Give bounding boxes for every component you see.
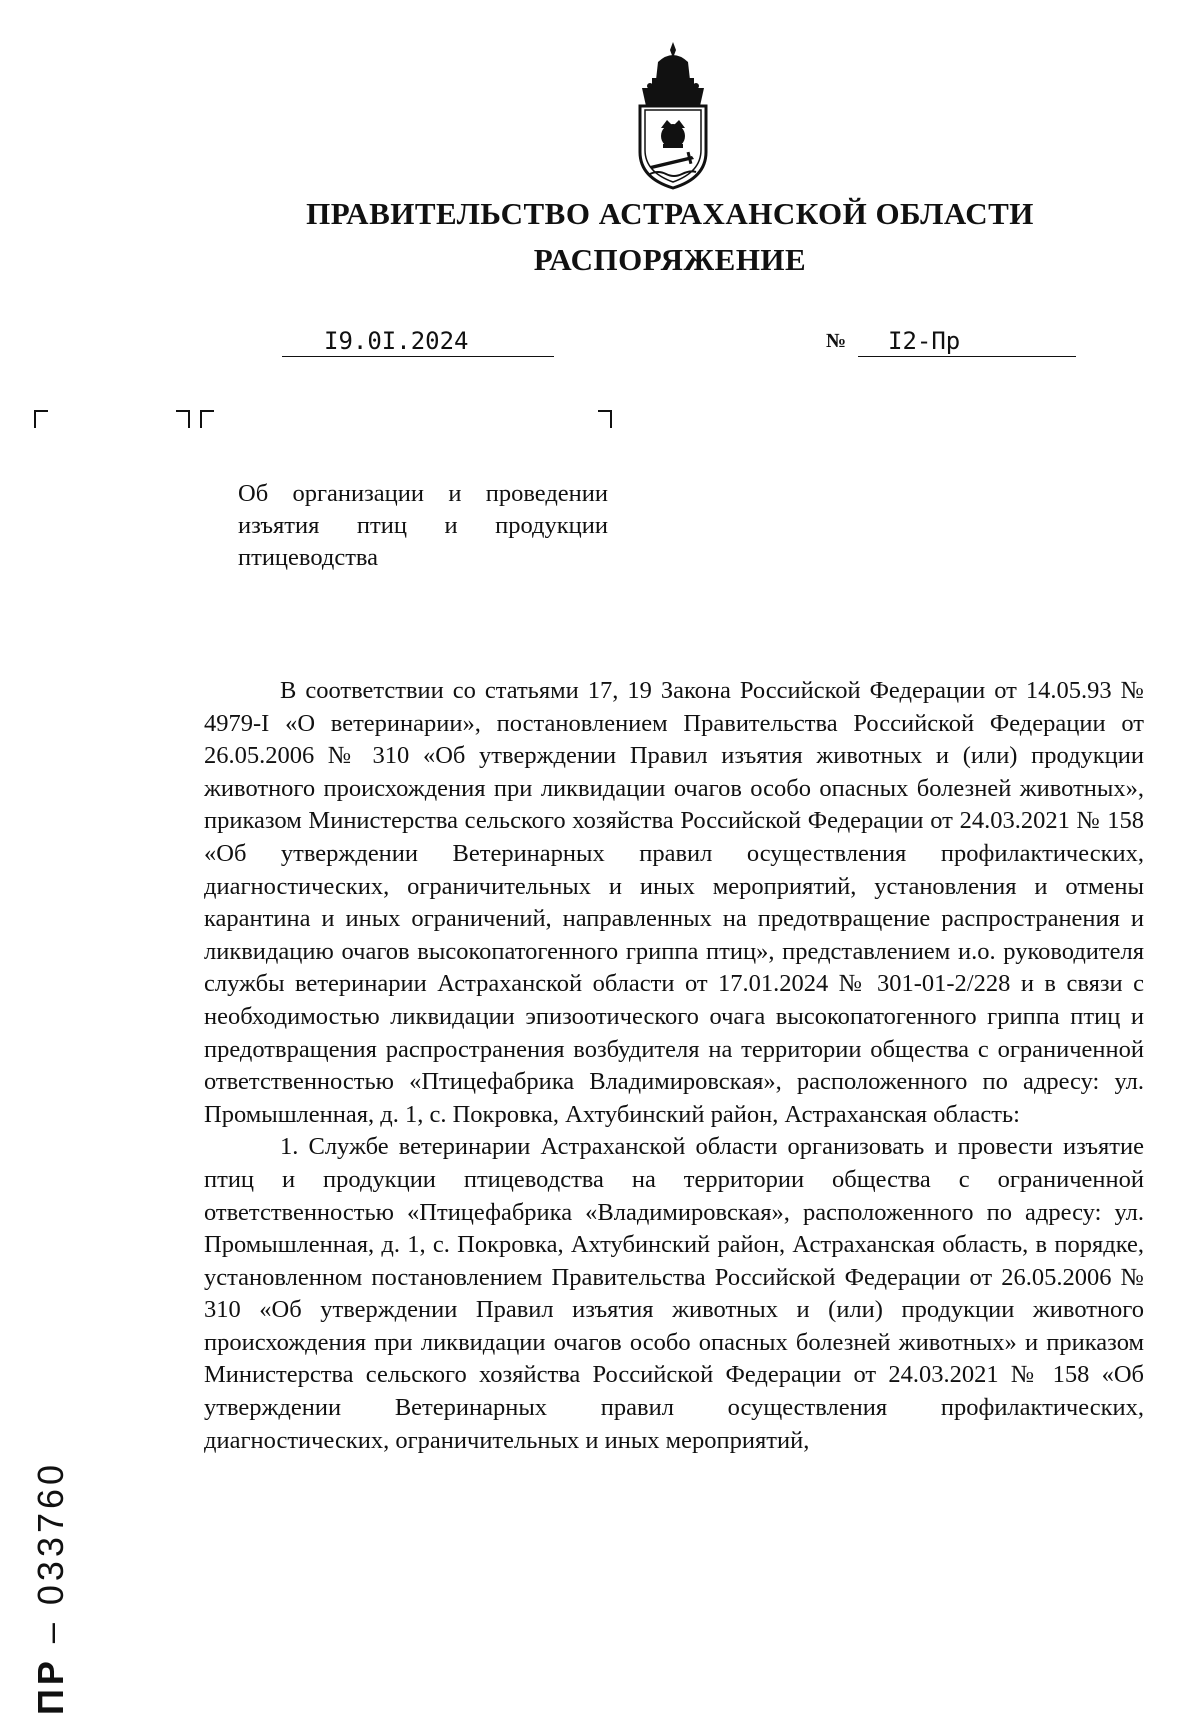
document-date: I9.0I.2024 xyxy=(282,326,554,357)
number-sign: № xyxy=(826,330,847,352)
corner-bracket-left xyxy=(34,410,48,428)
registration-stamp xyxy=(30,1461,72,1715)
coat-of-arms-icon xyxy=(628,40,718,190)
document-subject xyxy=(238,478,608,574)
preamble-paragraph: В соответствии со статьями 17, 19 Закона Российской Федерации от 14.05.93 № 4979-I «О ветеринарии», постановлением Правительства Российской Федерации от 26.05.2006 № 310 «Об утверждении Правил изъятия животных и (или) продукции животного происхождения при ликвидации очагов особо опасных болезней животных», приказом Министерства сельского хозяйства Российской Федерации от 24.03.2021 № 158 «Об утверждении Ветеринарных правил осуществления профилактических, диагностических, ограничительных и иных мероприятий, установления и отмены карантина и иных ограничений, направленных на предотвращение распространения и ликвидацию очагов высокопатогенного гриппа птиц», представлением и.о. руководителя службы ветеринарии Астраханской области от 17.01.2024 № 301-01-2/228 и в связи с необходимостью ликвидации эпизоотического очага высокопатогенного гриппа птиц и предотвращения распространения возбудителя на территории общества с ограниченной ответственностью «Птицефабрика Владимировская», расположенного по адресу: ул. Промышленная, д. 1, с. Покровка, Ахтубинский район, Астраханская область: xyxy=(204,677,1144,1128)
subject-line: Об организации и проведении xyxy=(238,480,608,507)
document-number: I2-Пр xyxy=(858,326,1076,357)
clause-1-paragraph: 1. Службе ветеринарии Астраханской области организовать и провести изъятие птиц и продукции птицеводства на территории общества с ограниченной ответственностью «Птицефабрика «Владимировская», расположенного по адресу: ул. Промышленная, д. 1, с. Покровка, Ахтубинский район, Астраханская область, в порядке, установленном постановлением Правительства Российской Федерации от 26.05.2006 № 310 «Об утверждении Правил изъятия животных и (или) продукции животного происхождения при ликвидации очагов особо опасных болезней животных» и приказом Министерства сельского хозяйства Российской Федерации от 24.03.2021 № 158 «Об утверждении Ветеринарных правил осуществления профилактических, диагностических, ограничительных и иных мероприятий, xyxy=(204,1133,1144,1454)
document-body xyxy=(204,675,1144,1457)
organization-title: ПРАВИТЕЛЬСТВО АСТРАХАНСКОЙ ОБЛАСТИ xyxy=(306,196,1034,231)
subject-line: изъятия птиц и продукции xyxy=(238,512,608,539)
corner-bracket-mid-left xyxy=(200,410,214,428)
stamp-number: – 033760 xyxy=(30,1460,71,1658)
corner-bracket-mid-right xyxy=(176,410,190,428)
document-type-title: РАСПОРЯЖЕНИЕ xyxy=(533,242,807,277)
subject-line: птицеводства xyxy=(238,544,379,571)
stamp-prefix: ПР xyxy=(30,1657,71,1715)
corner-bracket-right xyxy=(598,410,612,428)
